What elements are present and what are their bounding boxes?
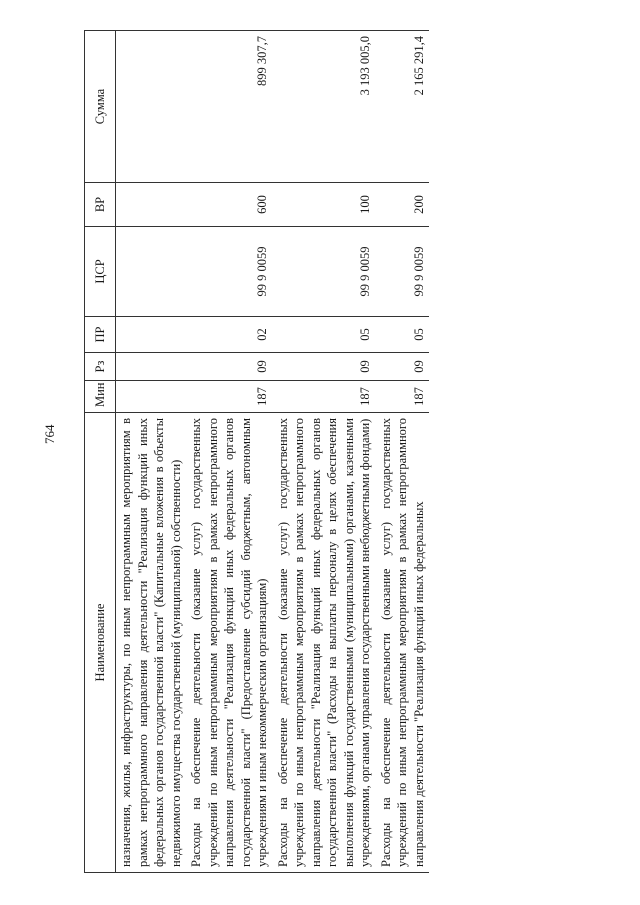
row-min: 187 xyxy=(376,381,430,413)
table-row xyxy=(376,31,430,873)
row-rz: 09 xyxy=(376,353,430,381)
header-vr: ВР xyxy=(85,183,116,227)
table-header-row xyxy=(85,31,116,873)
row-name: Расходы на обеспечение деятельности (оказание услуг) государственных учреждений по иным непрограммным мероприятиям в рамках непрограммного направления деятельности "Реализация функций иных федеральных органов государственной власти" (Предоставление субсидий бюджетным, автономным учреждениям и иным некоммерческим организациям) xyxy=(186,413,273,873)
table-row xyxy=(186,31,273,873)
row-vr: 600 xyxy=(186,183,273,227)
row-vr: 100 xyxy=(273,183,376,227)
row-csr: 99 9 0059 xyxy=(273,227,376,317)
header-min: Мин xyxy=(85,381,116,413)
row-name: Расходы на обеспечение деятельности (оказание услуг) государственных учреждений по иным непрограммным мероприятиям в рамках непрограммного направления деятельности "Реализация функций иных федеральных xyxy=(376,413,430,873)
table-row xyxy=(116,31,187,873)
row-vr xyxy=(116,183,187,227)
row-sum: 899 307,7 xyxy=(186,31,273,183)
row-min: 187 xyxy=(186,381,273,413)
header-name: Наименование xyxy=(85,413,116,873)
row-min: 187 xyxy=(273,381,376,413)
row-name: Расходы на обеспечение деятельности (оказание услуг) государственных учреждений по иным непрограммным мероприятиям в рамках непрограммного направления деятельности "Реализация функций иных федеральных органов государственной власти" (Расходы на выплаты персоналу в целях обеспечения выполнения функций государственными (муниципальными) органами, казенными учреждениями, органами управления государственными внебюджетными фондами) xyxy=(273,413,376,873)
rotated-table-container xyxy=(84,31,604,873)
row-csr xyxy=(116,227,187,317)
row-pr: 05 xyxy=(273,317,376,353)
table-row xyxy=(273,31,376,873)
row-rz: 09 xyxy=(273,353,376,381)
header-pr: ПР xyxy=(85,317,116,353)
row-name: назначения, жилья, инфраструктуры, по иным непрограммным мероприятиям в рамках непрограммного направления деятельности "Реализация функций иных федеральных органов государственной власти" (Капитальные вложения в объекты недвижимого имущества государственной (муниципальной) собственности) xyxy=(116,413,187,873)
page-number: 764 xyxy=(42,424,57,444)
row-rz xyxy=(116,353,187,381)
row-pr: 05 xyxy=(376,317,430,353)
budget-table xyxy=(84,30,429,873)
row-sum: 2 165 291,4 xyxy=(376,31,430,183)
row-csr: 99 9 0059 xyxy=(376,227,430,317)
row-min xyxy=(116,381,187,413)
header-csr: ЦСР xyxy=(85,227,116,317)
header-rz: Рз xyxy=(85,353,116,381)
row-pr xyxy=(116,317,187,353)
row-vr: 200 xyxy=(376,183,430,227)
row-pr: 02 xyxy=(186,317,273,353)
row-rz: 09 xyxy=(186,353,273,381)
header-sum: Сумма xyxy=(85,31,116,183)
row-csr: 99 9 0059 xyxy=(186,227,273,317)
row-sum: 3 193 005,0 xyxy=(273,31,376,183)
row-sum xyxy=(116,31,187,183)
